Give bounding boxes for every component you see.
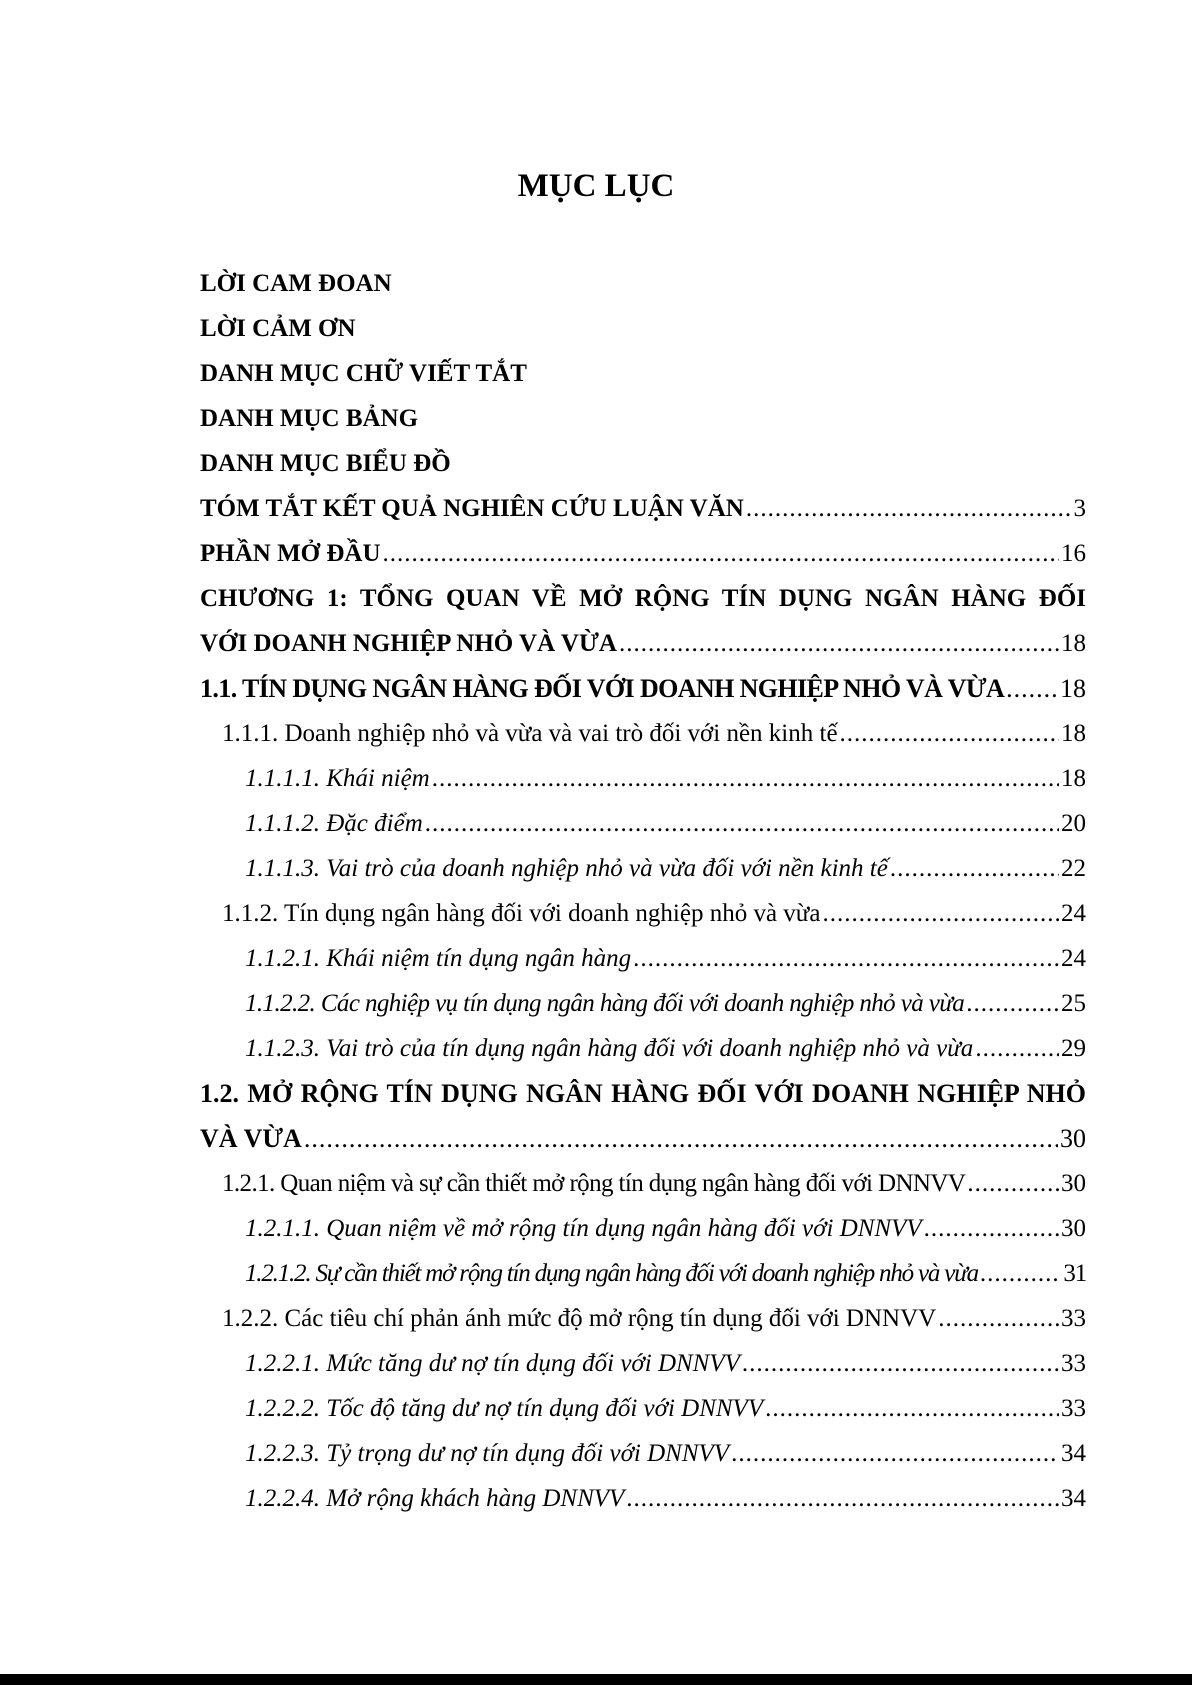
toc-entry-text: 1.2.1. Quan niệm và sự cần thiết mở rộng tín dụng ngân hàng đối với DNNVV [222, 1170, 966, 1197]
toc-entry-1-1-2-2[interactable] [200, 981, 1086, 1026]
dot-leader [383, 531, 1059, 576]
toc-entry-text: 1.2.1.2. Sự cần thiết mở rộng tín dụng ngân hàng đối với doanh nghiệp nhỏ và vừa [245, 1260, 978, 1287]
dot-leader [840, 711, 1059, 756]
dot-leader [432, 756, 1059, 801]
toc-page-number: 30 [1060, 1124, 1086, 1153]
toc-entry-phan-mo-dau[interactable] [200, 531, 1086, 576]
toc-entry-1-2-1-1[interactable] [200, 1206, 1086, 1251]
toc-entry-1-1-1[interactable] [200, 711, 1086, 756]
dot-leader [633, 936, 1059, 981]
dot-leader [626, 1476, 1059, 1521]
toc-page-number: 18 [1060, 674, 1086, 703]
dot-leader [304, 1116, 1058, 1161]
toc-entry-text: 1.2.2.1. Mức tăng dư nợ tín dụng đối với DNNVV [245, 1350, 740, 1377]
dot-leader [822, 891, 1059, 936]
toc-page-number: 24 [1061, 945, 1086, 972]
dot-leader [731, 1431, 1059, 1476]
toc-entry-chuong-1-line1[interactable] [200, 576, 1086, 621]
toc-entry-text: 1.2.2.4. Mở rộng khách hàng DNNVV [245, 1485, 625, 1512]
toc-entry-text: 1.1.1. Doanh nghiệp nhỏ và vừa và vai trò đối với nền kinh tế [222, 720, 838, 747]
dot-leader [742, 1341, 1059, 1386]
toc-page-number: 34 [1061, 1440, 1086, 1467]
dot-leader [980, 1251, 1062, 1296]
toc-entry-text: 1.1.2. Tín dụng ngân hàng đối với doanh nghiệp nhỏ và vừa [222, 900, 821, 927]
toc-entry-loi-cam-on[interactable] [200, 306, 1086, 351]
toc-entry-text: CHƯƠNG 1: TỔNG QUAN VỀ MỞ RỘNG TÍN DỤNG NGÂN HÀNG ĐỐI [200, 585, 1086, 612]
toc-page-number: 24 [1061, 900, 1086, 927]
page-bottom-border [0, 1674, 1192, 1685]
dot-leader [924, 1206, 1059, 1251]
toc-entry-loi-cam-doan[interactable] [200, 261, 1086, 306]
dot-leader [966, 981, 1059, 1026]
toc-entry-1-2-2-2[interactable] [200, 1386, 1086, 1431]
toc-page-number: 33 [1061, 1305, 1086, 1332]
toc-entry-1-1-1-2[interactable] [200, 801, 1086, 846]
toc-entry-text: 1.1.1.3. Vai trò của doanh nghiệp nhỏ và vừa đối với nền kinh tế [245, 855, 888, 882]
table-of-contents [200, 261, 1086, 1521]
toc-entry-tom-tat[interactable] [200, 486, 1086, 531]
dot-leader [425, 801, 1059, 846]
dot-leader [746, 486, 1072, 531]
toc-entry-text: 1.1.2.2. Các nghiệp vụ tín dụng ngân hàng đối với doanh nghiệp nhỏ và vừa [245, 990, 965, 1017]
toc-entry-text: 1.2.2.3. Tỷ trọng dư nợ tín dụng đối với DNNVV [245, 1440, 730, 1467]
toc-page-number: 33 [1061, 1350, 1086, 1377]
toc-entry-1-2-2-4[interactable] [200, 1476, 1086, 1521]
toc-page-number: 16 [1061, 540, 1086, 567]
toc-entry-1-1-2[interactable] [200, 891, 1086, 936]
toc-entry-1-1-1-1[interactable] [200, 756, 1086, 801]
toc-entry-text: 1.2.2.2. Tốc độ tăng dư nợ tín dụng đối với DNNVV [245, 1395, 764, 1422]
dot-leader [975, 1026, 1059, 1071]
toc-page-number: 22 [1061, 855, 1086, 882]
toc-entry-1-2-line2[interactable] [200, 1116, 1086, 1161]
toc-page-number: 3 [1073, 495, 1086, 522]
toc-entry-text: 1.1.1.2. Đặc điểm [245, 810, 423, 837]
toc-page-number: 31 [1063, 1260, 1086, 1287]
toc-entry-text: LỜI CAM ĐOAN [200, 270, 392, 297]
page-title: MỤC LỤC [517, 168, 675, 204]
toc-page-number: 34 [1061, 1485, 1086, 1512]
toc-entry-text: DANH MỤC CHỮ VIẾT TẮT [200, 360, 527, 387]
toc-entry-1-1[interactable] [200, 666, 1086, 711]
toc-entry-1-2-2-1[interactable] [200, 1341, 1086, 1386]
toc-entry-text: 1.1. TÍN DỤNG NGÂN HÀNG ĐỐI VỚI DOANH NGHIỆP NHỎ VÀ VỪA [200, 674, 1005, 703]
toc-entry-text: VỚI DOANH NGHIỆP NHỎ VÀ VỪA [200, 630, 617, 657]
toc-entry-1-2-line1[interactable] [200, 1071, 1086, 1116]
toc-entry-text: VÀ VỪA [200, 1124, 302, 1153]
toc-entry-danh-muc-bang[interactable] [200, 396, 1086, 441]
toc-entry-1-2-2-3[interactable] [200, 1431, 1086, 1476]
toc-entry-1-1-2-3[interactable] [200, 1026, 1086, 1071]
toc-page-number: 25 [1061, 990, 1086, 1017]
toc-entry-chuong-1-line2[interactable] [200, 621, 1086, 666]
toc-entry-1-2-2[interactable] [200, 1296, 1086, 1341]
toc-entry-text: 1.2. MỞ RỘNG TÍN DỤNG NGÂN HÀNG ĐỐI VỚI DOANH NGHIỆP NHỎ [200, 1079, 1086, 1108]
toc-entry-text: LỜI CẢM ƠN [200, 315, 356, 342]
dot-leader [938, 1296, 1059, 1341]
toc-entry-1-1-1-3[interactable] [200, 846, 1086, 891]
dot-leader [890, 846, 1059, 891]
toc-entry-1-1-2-1[interactable] [200, 936, 1086, 981]
toc-entry-text: DANH MỤC BIỂU ĐỒ [200, 450, 451, 477]
dot-leader [619, 621, 1059, 666]
toc-entry-text: 1.2.1.1. Quan niệm về mở rộng tín dụng ngân hàng đối với DNNVV [245, 1215, 922, 1242]
toc-entry-text: TÓM TẮT KẾT QUẢ NGHIÊN CỨU LUẬN VĂN [200, 495, 744, 522]
toc-page-number: 33 [1061, 1395, 1086, 1422]
toc-entry-1-2-1[interactable] [200, 1161, 1086, 1206]
toc-entry-text: 1.1.2.1. Khái niệm tín dụng ngân hàng [245, 945, 632, 972]
toc-entry-text: 1.1.1.1. Khái niệm [245, 765, 430, 792]
toc-entry-danh-muc-bieu-do[interactable] [200, 441, 1086, 486]
toc-page-number: 18 [1061, 720, 1086, 747]
toc-entry-text: PHẦN MỞ ĐẦU [200, 540, 381, 567]
toc-page-number: 18 [1061, 765, 1086, 792]
toc-page-number: 30 [1061, 1215, 1086, 1242]
dot-leader [1006, 666, 1058, 711]
toc-entry-text: 1.2.2. Các tiêu chí phản ánh mức độ mở rộng tín dụng đối với DNNVV [222, 1305, 937, 1332]
toc-page-number: 20 [1061, 810, 1086, 837]
toc-entry-danh-muc-chu-viet-tat[interactable] [200, 351, 1086, 396]
toc-entry-text: 1.1.2.3. Vai trò của tín dụng ngân hàng đối với doanh nghiệp nhỏ và vừa [245, 1035, 974, 1062]
dot-leader [967, 1161, 1059, 1206]
toc-page-number: 18 [1061, 630, 1086, 657]
toc-entry-1-2-1-2[interactable] [200, 1251, 1086, 1296]
toc-entry-text: DANH MỤC BẢNG [200, 405, 419, 432]
toc-page-number: 30 [1061, 1170, 1086, 1197]
toc-page-number: 29 [1061, 1035, 1086, 1062]
dot-leader [765, 1386, 1059, 1431]
